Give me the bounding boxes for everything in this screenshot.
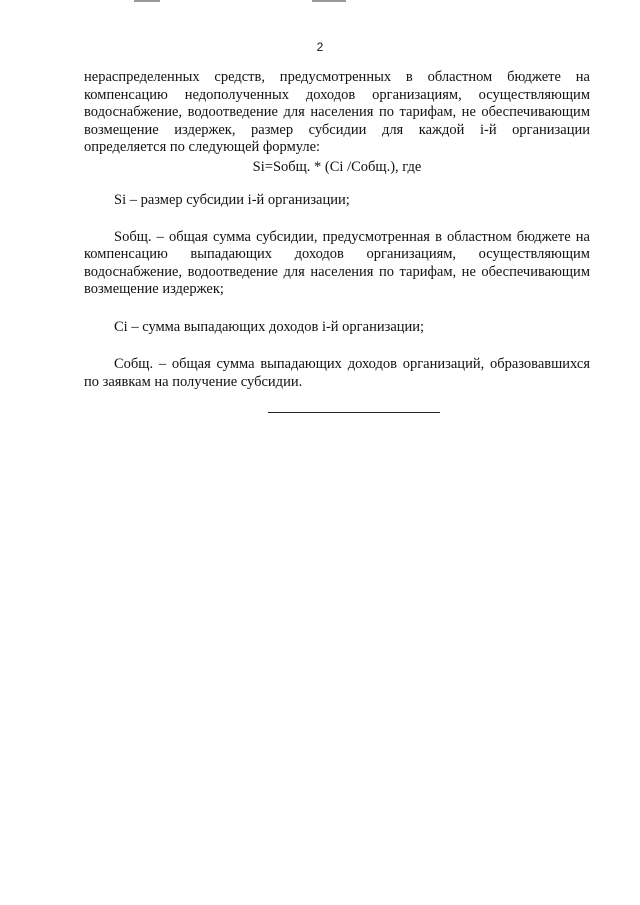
definition-c-total: Cобщ. – общая сумма выпадающих доходов организаций, образовавшихся по заявкам на получение субсидии.: [84, 356, 590, 390]
end-of-document-rule: [268, 412, 440, 413]
scan-artifact: [134, 0, 160, 2]
document-body: [84, 69, 590, 391]
scan-artifact: [312, 0, 346, 2]
page-number: 2: [316, 40, 324, 54]
definition-ci: Ci – сумма выпадающих доходов i-й организации;: [114, 318, 425, 335]
definition-s-total: Sобщ. – общая сумма субсидии, предусмотренная в областном бюджете на компенсацию выпадающих доходов организациям, осуществляющим водоснабжение, водоотведение для населения по тарифам, не обеспечивающим возмещение издержек;: [84, 228, 590, 297]
intro-paragraph: нераспределенных средств, предусмотренных в областном бюджете на компенсацию недополученных доходов организациям, осуществляющим водоснабжение, водоотведение для населения по тарифам, не обеспечивающим возмещение издержек, размер субсидии для каждой i-й организации определяется по следующей формуле:: [84, 69, 590, 155]
formula: Si=Sобщ. * (Ci /Cобщ.), где: [252, 158, 422, 175]
definition-si: Si – размер субсидии i-й организации;: [114, 192, 350, 208]
